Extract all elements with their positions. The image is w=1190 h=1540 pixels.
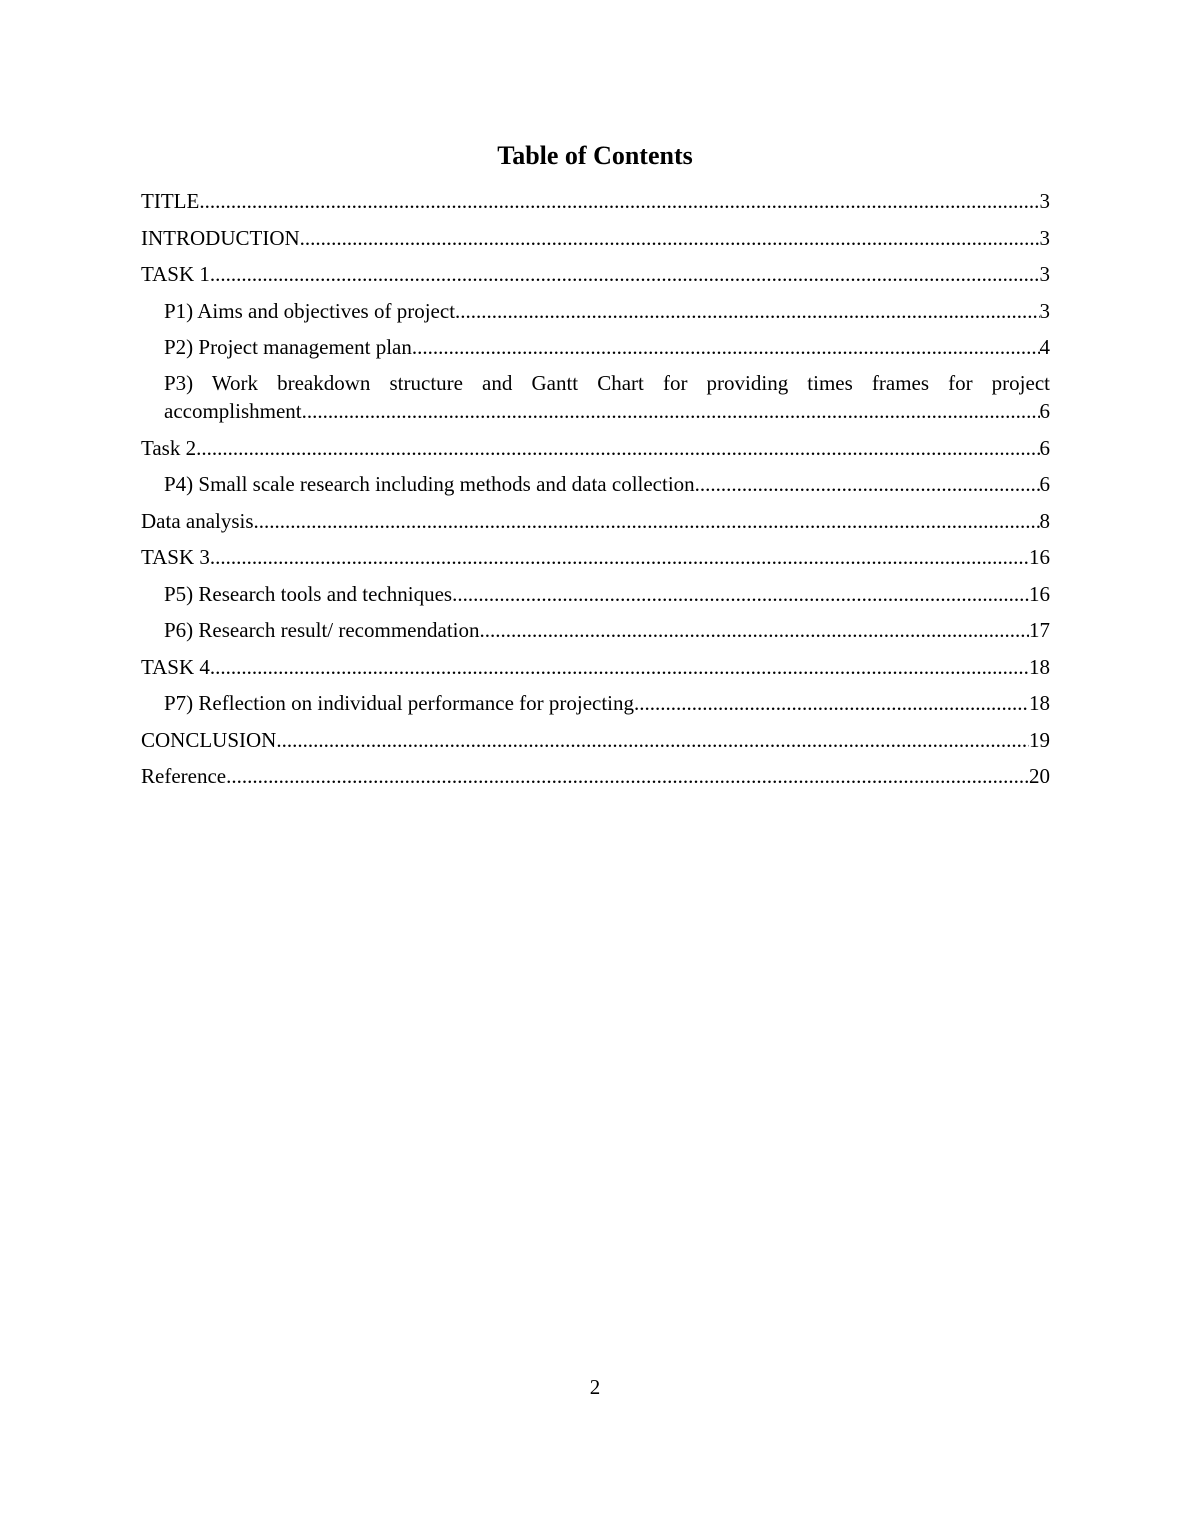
toc-entry-label: TASK 4 <box>141 654 210 679</box>
toc-entry-p5[interactable] <box>141 579 1050 616</box>
toc-leader-dots <box>199 186 1039 216</box>
toc-entry-label: P4) Small scale research including methods and data collection <box>164 472 695 496</box>
toc-entry-label: P6) Research result/ recommendation <box>164 618 480 642</box>
toc-entry-line2 <box>164 397 1050 425</box>
toc-entry-page: 6 <box>1039 435 1050 460</box>
toc-entry-label: INTRODUCTION <box>141 225 300 250</box>
toc-entry-title[interactable] <box>141 186 1050 223</box>
toc-entry-page: 17 <box>1029 618 1050 642</box>
page-title: Table of Contents <box>497 141 693 170</box>
toc-entry-page: 8 <box>1039 508 1050 533</box>
toc-entry-task-4[interactable] <box>141 652 1050 689</box>
toc-entry-label-line2: accomplishment <box>164 398 302 423</box>
toc-leader-dots <box>196 433 1039 463</box>
toc-entry-label-line1: P3) Work breakdown structure and Gantt Chart for providing times frames for project <box>164 370 1050 395</box>
toc-entry-label: P2) Project management plan <box>164 335 412 359</box>
toc-entry-label: Reference <box>141 764 227 788</box>
toc-entry-page: 6 <box>1039 398 1050 423</box>
toc-entry-introduction[interactable] <box>141 223 1050 260</box>
toc-entry-p6[interactable] <box>141 615 1050 652</box>
toc-entry-task-3[interactable] <box>141 542 1050 579</box>
toc-leader-dots <box>452 579 1029 609</box>
toc-entry-label: P1) Aims and objectives of project <box>164 298 456 323</box>
toc-entry-page: 3 <box>1039 262 1050 286</box>
toc-entry-task-2[interactable] <box>141 433 1050 470</box>
toc-leader-dots <box>302 397 1040 425</box>
toc-entry-task-1[interactable] <box>141 259 1050 296</box>
toc-entry-label: Task 2 <box>141 435 197 460</box>
toc-entry-page: 3 <box>1039 225 1050 250</box>
toc-leader-dots <box>210 542 1029 572</box>
toc-entry-label: TASK 1 <box>141 262 210 286</box>
toc-entry-page: 4 <box>1039 335 1050 359</box>
table-of-contents <box>141 186 1050 798</box>
toc-entry-data-analysis[interactable] <box>141 506 1050 543</box>
toc-entry-conclusion[interactable] <box>141 725 1050 762</box>
toc-leader-dots <box>226 761 1029 791</box>
toc-entry-page: 18 <box>1029 654 1050 679</box>
toc-leader-dots <box>479 615 1029 645</box>
toc-entry-label: CONCLUSION <box>141 727 277 752</box>
page-number: 2 <box>589 1375 601 1399</box>
toc-leader-dots <box>412 332 1040 362</box>
toc-leader-dots <box>210 259 1040 289</box>
toc-entry-p7[interactable] <box>141 688 1050 725</box>
toc-leader-dots <box>695 469 1040 499</box>
toc-leader-dots <box>634 688 1029 718</box>
toc-entry-page: 20 <box>1029 764 1050 788</box>
toc-entry-page: 16 <box>1029 581 1050 606</box>
toc-entry-p3[interactable] <box>141 369 1050 433</box>
toc-entry-page: 18 <box>1029 691 1050 715</box>
toc-leader-dots <box>300 223 1040 253</box>
toc-leader-dots <box>276 725 1029 755</box>
toc-entry-label: P7) Reflection on individual performance for projecting <box>164 691 635 715</box>
toc-entry-label: TITLE <box>141 189 200 213</box>
toc-entry-reference[interactable] <box>141 761 1050 798</box>
toc-leader-dots <box>455 296 1039 326</box>
toc-entry-p2[interactable] <box>141 332 1050 369</box>
toc-entry-p1[interactable] <box>141 296 1050 333</box>
toc-entry-page: 3 <box>1039 189 1050 213</box>
toc-entry-p4[interactable] <box>141 469 1050 506</box>
toc-entry-page: 19 <box>1029 727 1050 752</box>
toc-entry-label: P5) Research tools and techniques <box>164 581 453 606</box>
toc-entry-page: 3 <box>1039 298 1050 323</box>
toc-entry-label: Data analysis <box>141 508 254 533</box>
toc-entry-page: 16 <box>1029 545 1050 569</box>
toc-entry-page: 6 <box>1039 472 1050 496</box>
toc-leader-dots <box>210 652 1029 682</box>
toc-leader-dots <box>254 506 1040 536</box>
toc-entry-label: TASK 3 <box>141 545 210 569</box>
